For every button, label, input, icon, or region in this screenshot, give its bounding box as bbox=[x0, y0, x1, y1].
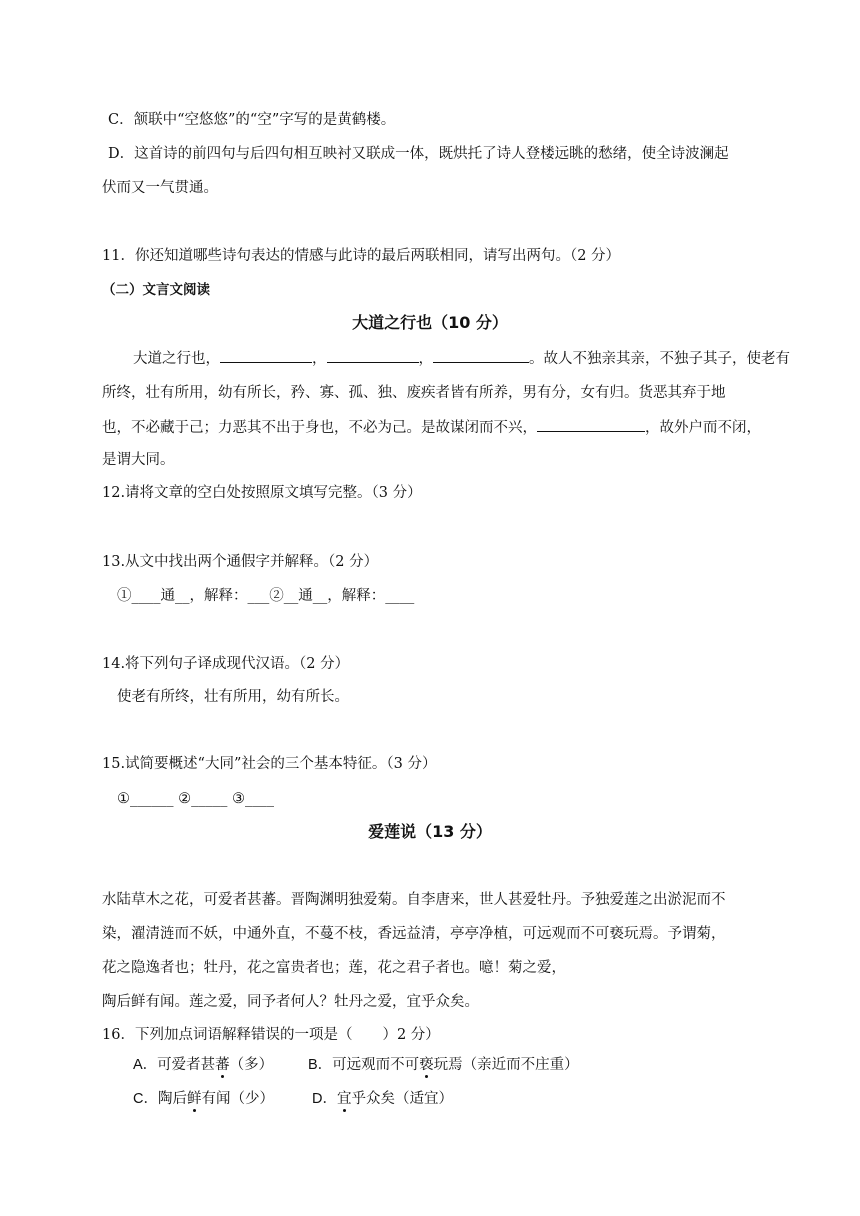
option-a-label: A． bbox=[133, 1057, 158, 1073]
option-a-text-start: 可爱者甚 bbox=[157, 1057, 216, 1073]
passage1-title: 大道之行也（10 分） bbox=[352, 313, 508, 332]
fill-blank-4[interactable] bbox=[537, 417, 645, 432]
passage1-line4: 是谓大同。 bbox=[102, 452, 175, 468]
passage1-line1-end: 。故人不独亲其亲，不独子其子，使老有 bbox=[529, 351, 790, 367]
q16-stem-end: ）2 分） bbox=[382, 1027, 440, 1043]
fill-blank-2[interactable] bbox=[327, 348, 419, 363]
passage2-line3: 花之隐逸者也；牡丹，花之富贵者也；莲，花之君子者也。噫！菊之爱， bbox=[102, 960, 566, 976]
option-c-label: C． bbox=[133, 1091, 158, 1107]
passage1-line3 bbox=[102, 417, 761, 438]
option-b-text-start: 可远观而不可 bbox=[332, 1057, 420, 1073]
blank-separator-2: ， bbox=[418, 351, 433, 367]
q12-stem: 12.请将文章的空白处按照原文填写完整。（3 分） bbox=[102, 485, 422, 501]
passage2-line4: 陶后鲜有闻。莲之爱，同予者何人？牡丹之爱，宜乎众矣。 bbox=[102, 994, 479, 1010]
q16-stem-start: 16．下列加点词语解释错误的一项是（ bbox=[102, 1027, 353, 1043]
blank-separator-1: ， bbox=[312, 351, 327, 367]
option-b-text-end: 玩焉（亲近而不庄重） bbox=[433, 1057, 579, 1073]
fill-blank-1[interactable] bbox=[220, 348, 312, 363]
q10-option-d-line2: 伏而又一气贯通。 bbox=[102, 180, 218, 196]
q16-option-a bbox=[133, 1055, 273, 1075]
answer-blank[interactable] bbox=[352, 1025, 382, 1039]
option-c-text-end: 有闻（少） bbox=[201, 1091, 274, 1107]
section-heading-classical: （二）文言文阅读 bbox=[102, 282, 210, 298]
q10-option-c: C．颔联中“空悠悠”的“空”字写的是黄鹤楼。 bbox=[108, 112, 396, 128]
passage1-line1 bbox=[133, 348, 790, 369]
q14-stem: 14.将下列句子译成现代汉语。（2 分） bbox=[102, 656, 350, 672]
option-b-dotted-word: 亵 bbox=[419, 1057, 434, 1073]
fill-blank-3[interactable] bbox=[433, 348, 529, 363]
option-a-dotted-word: 蕃 bbox=[215, 1057, 230, 1073]
q11-stem: 11．你还知道哪些诗句表达的情感与此诗的最后两联相同，请写出两句。（2 分） bbox=[102, 248, 621, 264]
option-a-text-end: （多） bbox=[229, 1057, 274, 1073]
q13-answer-line: ①____通__，解释：___②__通__，解释：____ bbox=[117, 588, 415, 604]
option-b-label: B． bbox=[308, 1057, 333, 1073]
q16-option-b bbox=[308, 1055, 579, 1075]
q16-stem bbox=[102, 1025, 440, 1045]
q13-stem: 13.从文中找出两个通假字并解释。（2 分） bbox=[102, 554, 379, 570]
q14-sentence: 使老有所终，壮有所用，幼有所长。 bbox=[117, 689, 349, 705]
option-d-text-end: 乎众矣（适宜） bbox=[351, 1091, 453, 1107]
passage1-line1-start: 大道之行也， bbox=[133, 351, 220, 367]
passage1-line2: 所终，壮有所用，幼有所长，矜、寡、孤、独、废疾者皆有所养，男有分，女有归。货恶其弃于地 bbox=[102, 385, 726, 401]
option-d-label: D． bbox=[312, 1091, 337, 1107]
q15-answer-line: ①______ ②_____ ③____ bbox=[117, 791, 274, 807]
q16-option-c bbox=[133, 1089, 274, 1109]
q15-stem: 15.试简要概述“大同”社会的三个基本特征。（3 分） bbox=[102, 756, 437, 772]
option-d-dotted-word: 宜 bbox=[336, 1091, 352, 1107]
option-c-text-start: 陶后 bbox=[157, 1091, 187, 1107]
passage1-line3-start: 也，不必藏于己；力恶其不出于身也，不必为己。是故谋闭而不兴， bbox=[102, 420, 537, 436]
passage2-title: 爱莲说（13 分） bbox=[368, 822, 492, 841]
q10-option-d-line1: D．这首诗的前四句与后四句相互映衬又联成一体，既烘托了诗人登楼远眺的愁绪，使全诗波澜起 bbox=[108, 146, 729, 162]
passage1-line3-end: ，故外户而不闭， bbox=[645, 420, 761, 436]
passage2-line2: 染，濯清涟而不妖，中通外直，不蔓不枝，香远益清，亭亭净植，可远观而不可亵玩焉。予谓菊， bbox=[102, 926, 726, 942]
option-c-dotted-word: 鲜 bbox=[186, 1091, 202, 1107]
passage2-line1: 水陆草木之花，可爱者甚蕃。晋陶渊明独爱菊。自李唐来，世人甚爱牡丹。予独爱莲之出淤泥而不 bbox=[102, 892, 726, 908]
q16-option-d bbox=[312, 1089, 453, 1109]
